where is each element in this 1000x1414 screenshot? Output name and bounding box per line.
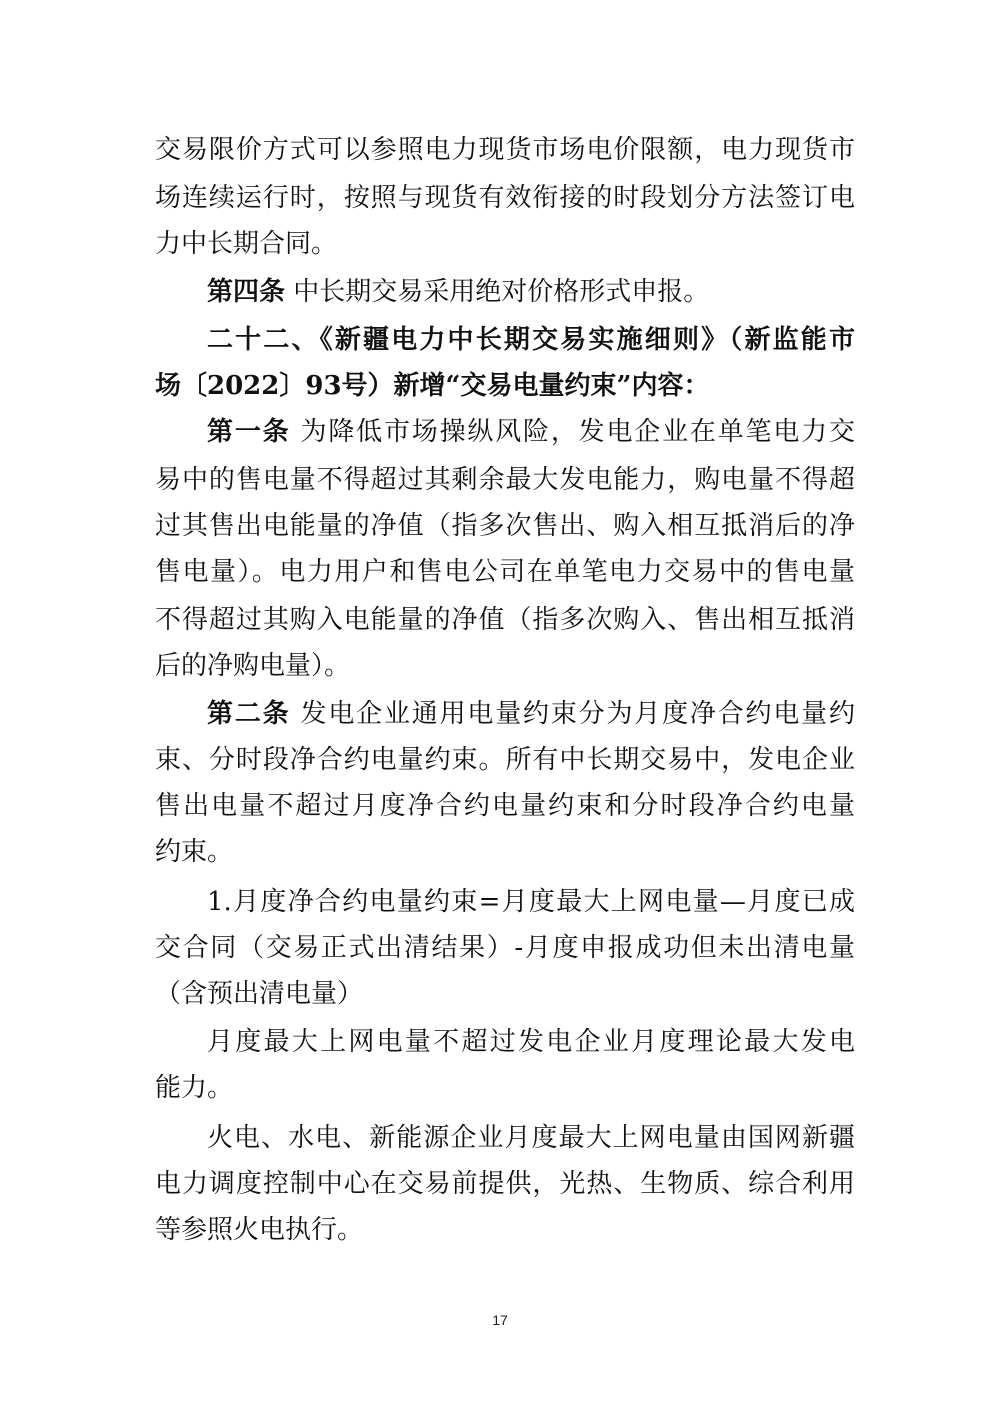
section-heading-line: 二十二、《新疆电力中长期交易实施细则》（新监能市 <box>207 325 855 355</box>
paragraph-line: （含预出清电量） <box>155 979 364 1009</box>
paragraph-line: 易中的售电量不得超过其剩余最大发电能力，购电量不得超 <box>155 465 855 495</box>
article-text: 为降低市场操纵风险，发电企业在单笔电力交 <box>290 417 855 447</box>
paragraph-line: 后的净购电量）。 <box>155 651 351 681</box>
article-text: 发电企业通用电量约束分为月度净合约电量约 <box>290 699 855 729</box>
paragraph-line: 不得超过其购入电能量的净值（指多次购入、售出相互抵消 <box>155 605 855 635</box>
page-number: 17 <box>492 1312 508 1328</box>
paragraph-line: 电力调度控制中心在交易前提供，光热、生物质、综合利用 <box>155 1169 855 1199</box>
article-two <box>207 694 855 734</box>
article-text: 中长期交易采用绝对价格形式申报。 <box>285 277 710 307</box>
paragraph-line: 能力。 <box>155 1073 234 1103</box>
article-four <box>207 272 855 312</box>
article-label: 第四条 <box>207 277 286 307</box>
paragraph-line: 约束。 <box>155 837 234 867</box>
paragraph-line: 交易限价方式可以参照电力现货市场电价限额，电力现货市 <box>155 135 855 165</box>
paragraph-line: 交合同（交易正式出清结果）-月度申报成功但未出清电量 <box>155 933 855 963</box>
paragraph-line: 月度最大上网电量不超过发电企业月度理论最大发电 <box>207 1027 855 1057</box>
article-label: 第一条 <box>207 417 291 447</box>
paragraph-line: 束、分时段净合约电量约束。所有中长期交易中，发电企业 <box>155 745 855 775</box>
paragraph-line: 力中长期合同。 <box>155 229 338 259</box>
section-heading-line: 场〔2022〕93号）新增“交易电量约束”内容： <box>155 371 710 401</box>
paragraph-line: 售电量）。电力用户和售电公司在单笔电力交易中的售电量 <box>155 557 855 587</box>
paragraph-line: 过其售出电能量的净值（指多次售出、购入相互抵消后的净 <box>155 511 855 541</box>
paragraph-line: 火电、水电、新能源企业月度最大上网电量由国网新疆 <box>207 1123 855 1153</box>
article-one <box>207 412 855 452</box>
formula-line: 1.月度净合约电量约束=月度最大上网电量—月度已成 <box>207 887 855 917</box>
paragraph-line: 等参照火电执行。 <box>155 1215 364 1245</box>
paragraph-line: 场连续运行时，按照与现货有效衔接的时段划分方法签订电 <box>155 183 855 213</box>
article-label: 第二条 <box>207 699 291 729</box>
paragraph-line: 售出电量不超过月度净合约电量约束和分时段净合约电量 <box>155 791 855 821</box>
